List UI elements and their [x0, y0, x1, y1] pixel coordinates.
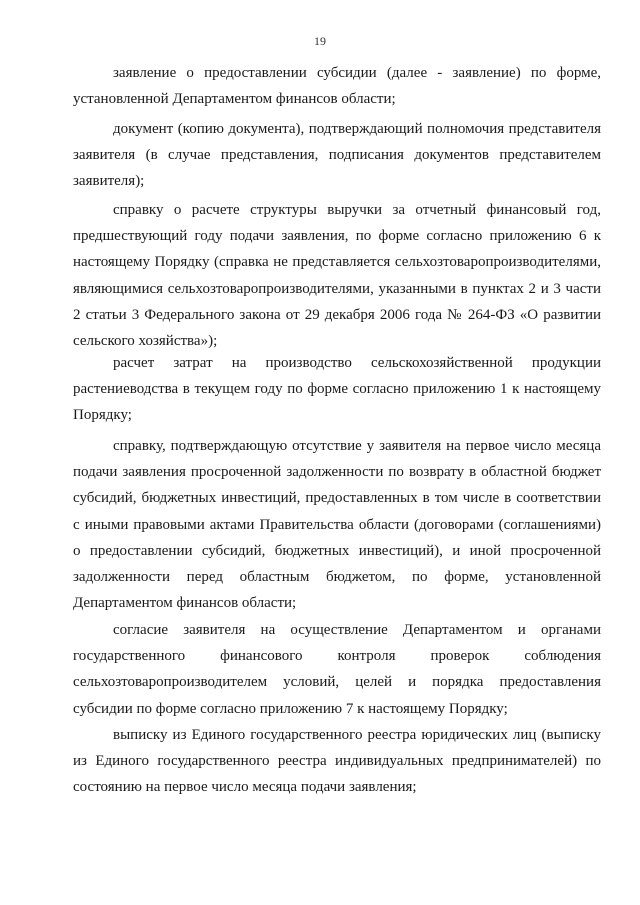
- paragraph-revenue-structure: справку о расчете структуры выручки за отчетный финансовый год, предшествующий году подачи заявления, по форме согласно приложению 6 к настоящему Порядку (справка не представляется сельхозтоваропроизводителями, являющимися сельхозтоваропроизводителями, указанными в пунктах 2 и 3 части 2 статьи 3 Федерального закона от 29 декабря 2006 года № 264-ФЗ «О развитии сельского хозяйства»);: [73, 202, 601, 350]
- paragraph-authority-document: документ (копию документа), подтверждающий полномочия представителя заявителя (в случае представления, подписания документов представителем заявителя);: [73, 121, 601, 190]
- paragraph-consent: согласие заявителя на осуществление Департаментом и органами государственного финансового контроля проверок соблюдения сельхозтоваропроизводителем условий, целей и порядка предоставления субсидии по форме согласно приложению 7 к настоящему Порядку;: [73, 622, 601, 717]
- paragraph-application: заявление о предоставлении субсидии (далее - заявление) по форме, установленной Департаментом финансов области;: [73, 65, 601, 108]
- paragraph-no-debt-certificate: справку, подтверждающую отсутствие у заявителя на первое число месяца подачи заявления просроченной задолженности по возврату в областной бюджет субсидий, бюджетных инвестиций, предоставленных в том числе в соответствии с иными правовыми актами Правительства области (договорами (соглашениями) о предоставлении субсидий, бюджетных инвестиций), и иной просроченной задолженности перед областным бюджетом, по форме, установленной Департаментом финансов области;: [73, 438, 601, 612]
- page-number: 19: [314, 34, 326, 48]
- paragraph-cost-calculation: расчет затрат на производство сельскохозяйственной продукции растениеводства в текущем году по форме согласно приложению 1 к настоящему Порядку;: [73, 355, 601, 424]
- paragraph-registry-extract: выписку из Единого государственного реестра юридических лиц (выписку из Единого государственного реестра индивидуальных предпринимателей) по состоянию на первое число месяца подачи заявления;: [73, 727, 601, 796]
